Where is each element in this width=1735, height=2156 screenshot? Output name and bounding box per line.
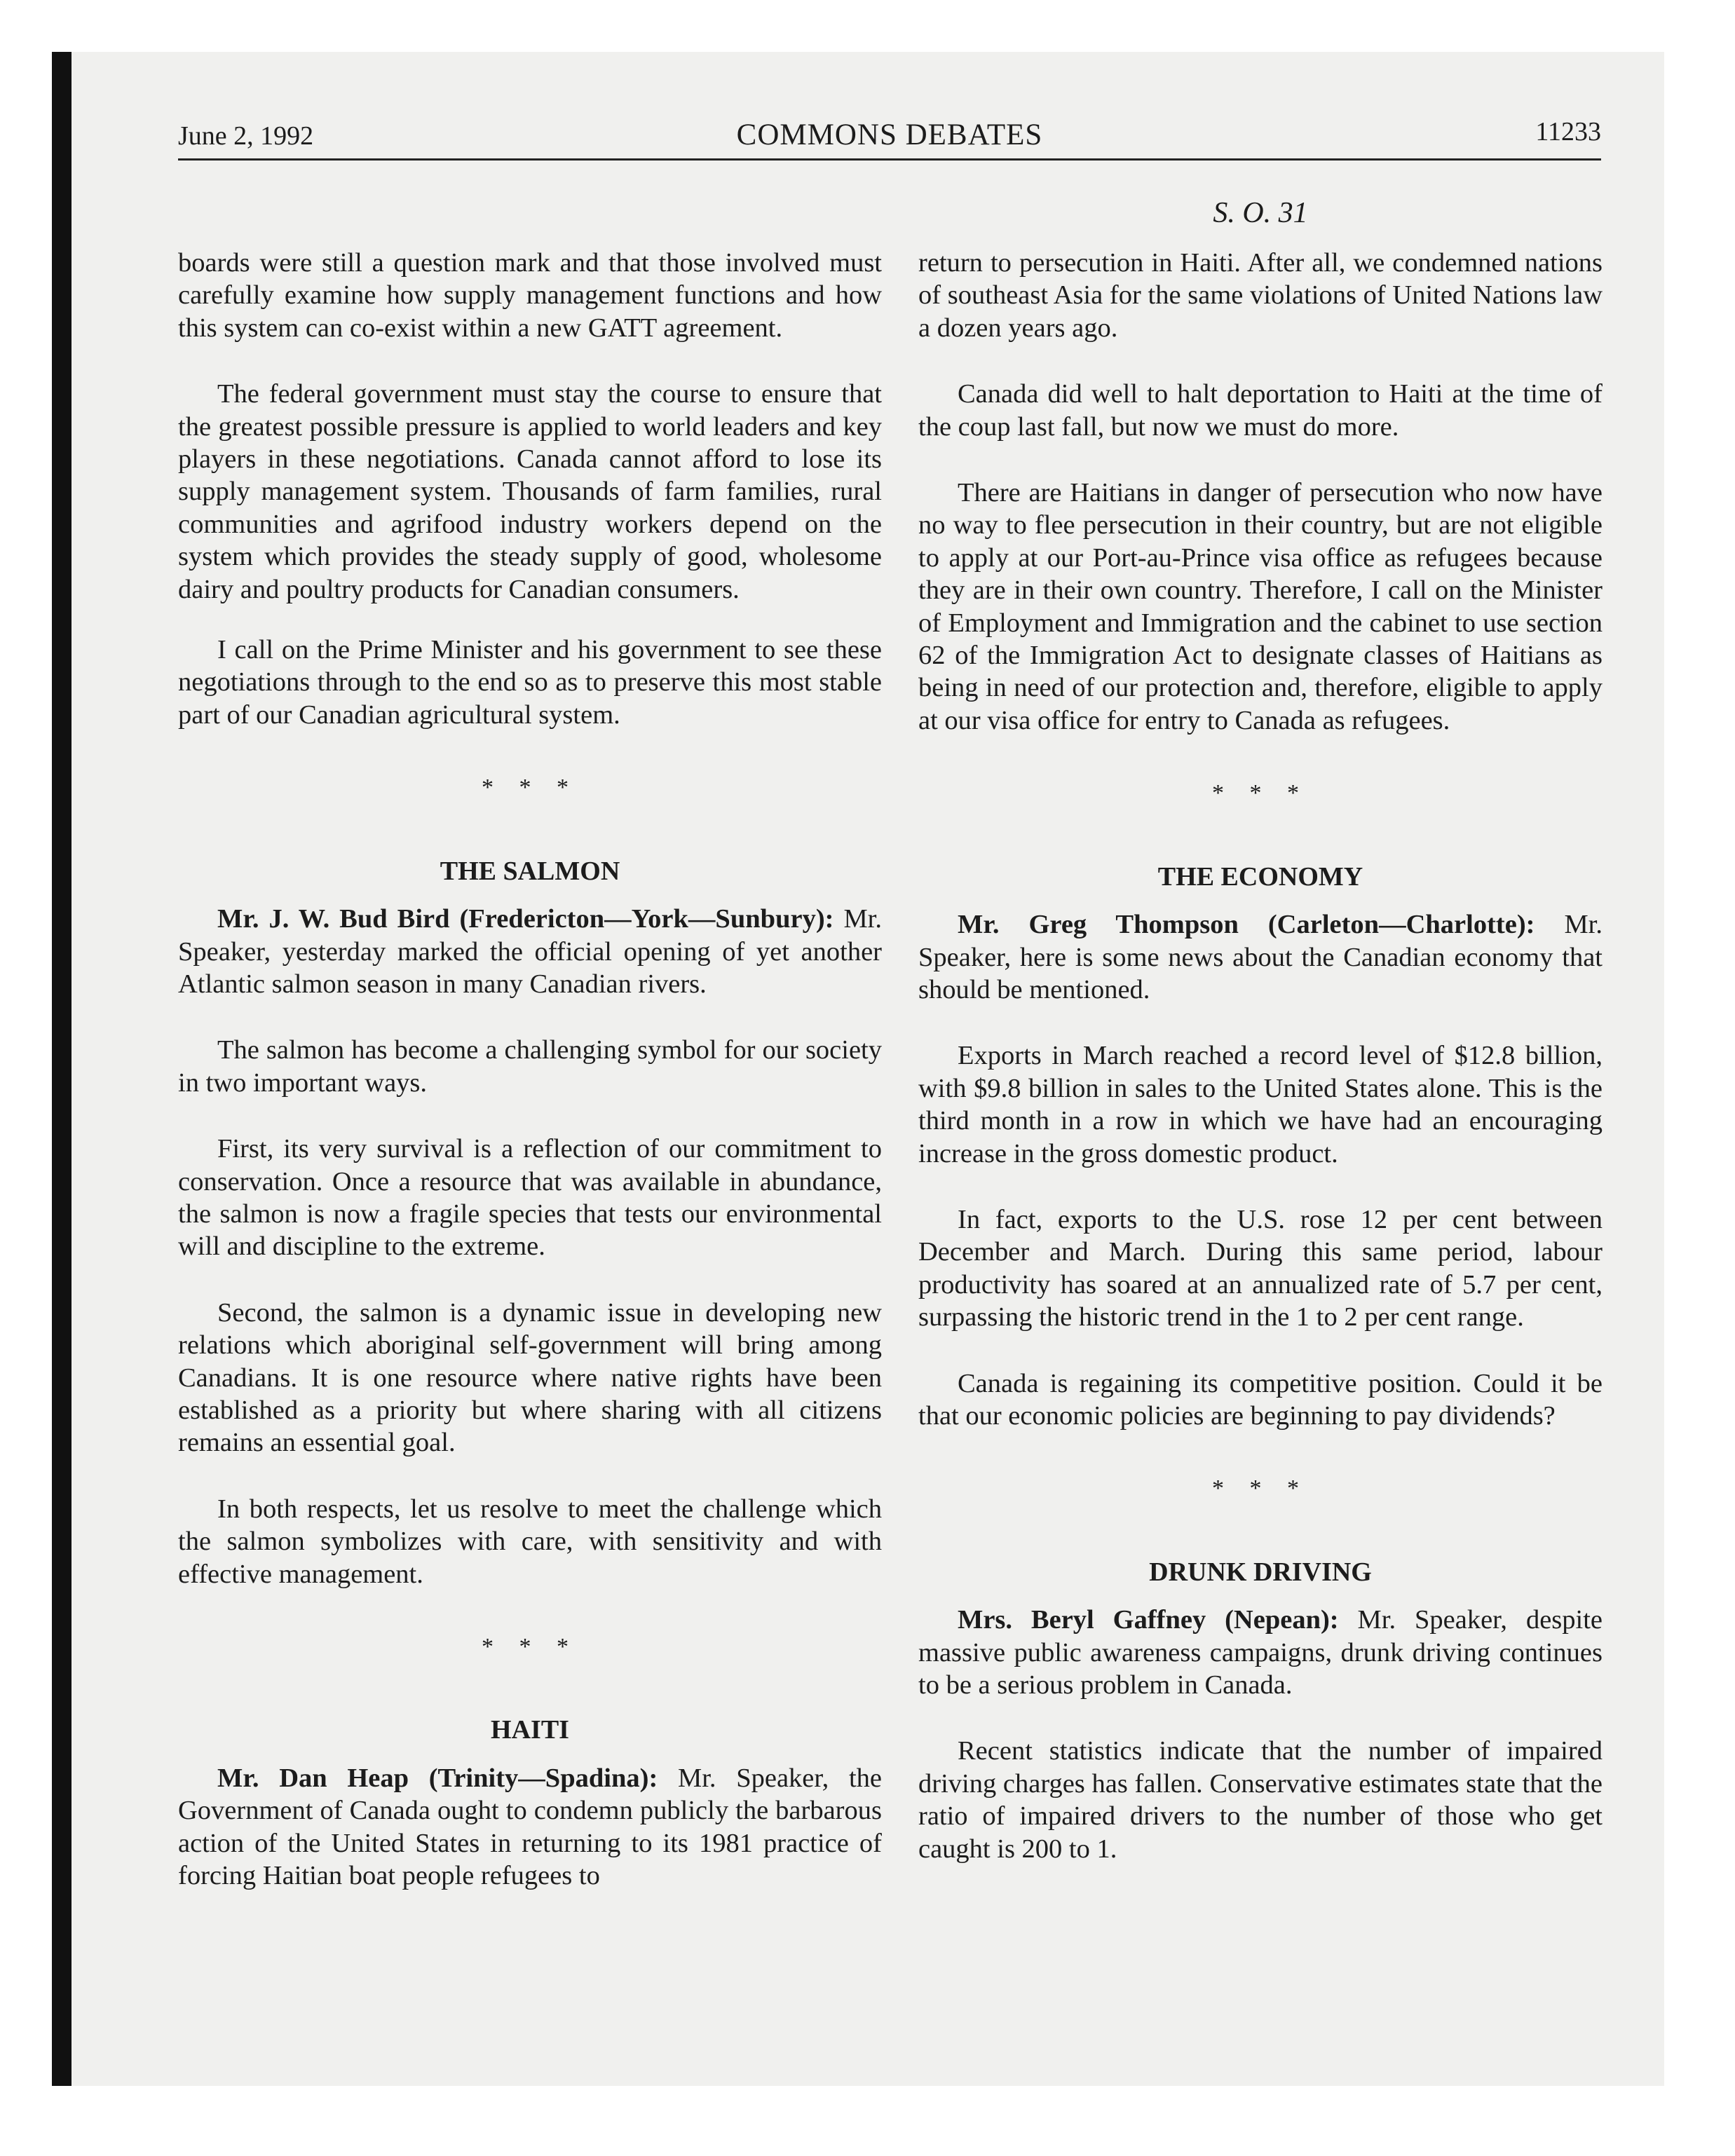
paragraph: boards were still a question mark and that those involved must carefully examine how supply management functions and how this system can co-exist within a new GATT agreement. (178, 248, 882, 343)
speech-text: Mr. Speaker, the Government of Canada ought to condemn publicly the barbarous action of the United States in returning to its 1981 practice of forcing Haitian boat people refugees to (178, 1763, 883, 1891)
section-separator: * * * (482, 1634, 578, 1660)
paragraph: The salmon has become a challenging symbol for our society in two important ways. (178, 1035, 882, 1098)
speech-text: Mr. Speaker, here is some news about the Canadian economy that should be mentioned. (918, 910, 1603, 1004)
header-rule (178, 158, 1601, 161)
paragraph: Canada did well to halt deportation to Haiti at the time of the coup last fall, but now we must do more. (918, 379, 1603, 442)
left-column (178, 247, 882, 1892)
header-date: June 2, 1992 (178, 121, 314, 151)
paragraph: return to persecution in Haiti. After all, we condemned nations of southeast Asia for the same violations of United Nations law a dozen years ago. (918, 248, 1603, 343)
speaker-name: Mr. Dan Heap (Trinity—Spadina): (217, 1763, 658, 1793)
right-column (918, 247, 1603, 1865)
section-heading-economy: THE ECONOMY (1157, 861, 1363, 892)
paragraph: The federal government must stay the course to ensure that the greatest possible pressure is applied to world leaders and key players in these negotiations. Canada cannot afford to lose its supply management system. Thousands of farm families, rural communities and agrifood industry workers depend on the system which provides the steady supply of good, wholesome dairy and poultry products for Canadian consumers. (178, 379, 882, 604)
section-separator: * * * (1212, 780, 1309, 807)
speech-paragraph (918, 1604, 1603, 1701)
header-publication-title: COMMONS DEBATES (736, 118, 1043, 151)
paragraph: Exports in March reached a record level of $12.8 billion, with $9.8 billion in sales to the United States alone. This is the third month in a row in which we have had an encouraging increase in the gross domestic product. (918, 1041, 1603, 1168)
section-heading-haiti: HAITI (491, 1715, 569, 1745)
section-label: S. O. 31 (1213, 197, 1308, 229)
speech-text: Mr. Speaker, yesterday marked the official opening of yet another Atlantic salmon season in many Canadian rivers. (178, 904, 883, 999)
speaker-name: Mrs. Beryl Gaffney (Nepean): (958, 1605, 1339, 1635)
paragraph: Canada is regaining its competitive position. Could it be that our economic policies are beginning to pay dividends? (918, 1368, 1603, 1431)
speaker-name: Mr. Greg Thompson (Carleton—Charlotte): (958, 910, 1535, 940)
header-page-number: 11233 (1535, 117, 1601, 146)
section-heading-salmon: THE SALMON (440, 856, 620, 886)
paragraph: In both respects, let us resolve to meet the challenge which the salmon symbolizes with care, with sensitivity and with effective management. (178, 1494, 882, 1589)
paragraph: Recent statistics indicate that the number of impaired driving charges has fallen. Conservative estimates state that the ratio of impaired drivers to the number of those who get caught is 200 to 1. (918, 1736, 1603, 1864)
running-header (178, 117, 1601, 163)
speech-paragraph (918, 908, 1603, 1006)
paragraph: Second, the salmon is a dynamic issue in developing new relations which aboriginal self-government will bring among Canadians. It is one resource where native rights have been established as a priority but where sharing with all citizens remains an essential goal. (178, 1297, 882, 1458)
paragraph: I call on the Prime Minister and his government to see these negotiations through to the end so as to preserve this most stable part of our Canadian agricultural system. (178, 635, 882, 730)
paragraph: First, its very survival is a reflection of our commitment to conservation. Once a resource that was available in abundance, the salmon is now a fragile species that tests our environmental will and discipline to the extreme. (178, 1134, 882, 1262)
speech-text: Mr. Speaker, despite massive public awareness campaigns, drunk driving continues to be a serious problem in Canada. (918, 1605, 1603, 1700)
section-separator: * * * (1212, 1475, 1309, 1502)
paragraph: In fact, exports to the U.S. rose 12 per cent between December and March. During this same period, labour productivity has soared at an annualized rate of 5.7 per cent, surpassing the historic trend in the 1 to 2 per cent range. (918, 1204, 1603, 1332)
binding-edge-shadow (52, 52, 72, 2086)
paragraph: There are Haitians in danger of persecution who now have no way to flee persecution in their country, but are not eligible to apply at our Port-au-Prince visa office as refugees because they are in their own country. Therefore, I call on the Minister of Employment and Immigration and the cabinet to use section 62 of the Immigration Act to designate classes of Haitians as being in need of our protection and, therefore, eligible to apply at our visa office for entry to Canada as refugees. (918, 478, 1603, 735)
speech-paragraph (178, 1762, 882, 1892)
section-heading-drunk-driving: DRUNK DRIVING (1149, 1557, 1372, 1587)
section-separator: * * * (482, 775, 578, 801)
speaker-name: Mr. J. W. Bud Bird (Fredericton—York—Sunbury): (217, 904, 834, 934)
speech-paragraph (178, 903, 882, 1000)
